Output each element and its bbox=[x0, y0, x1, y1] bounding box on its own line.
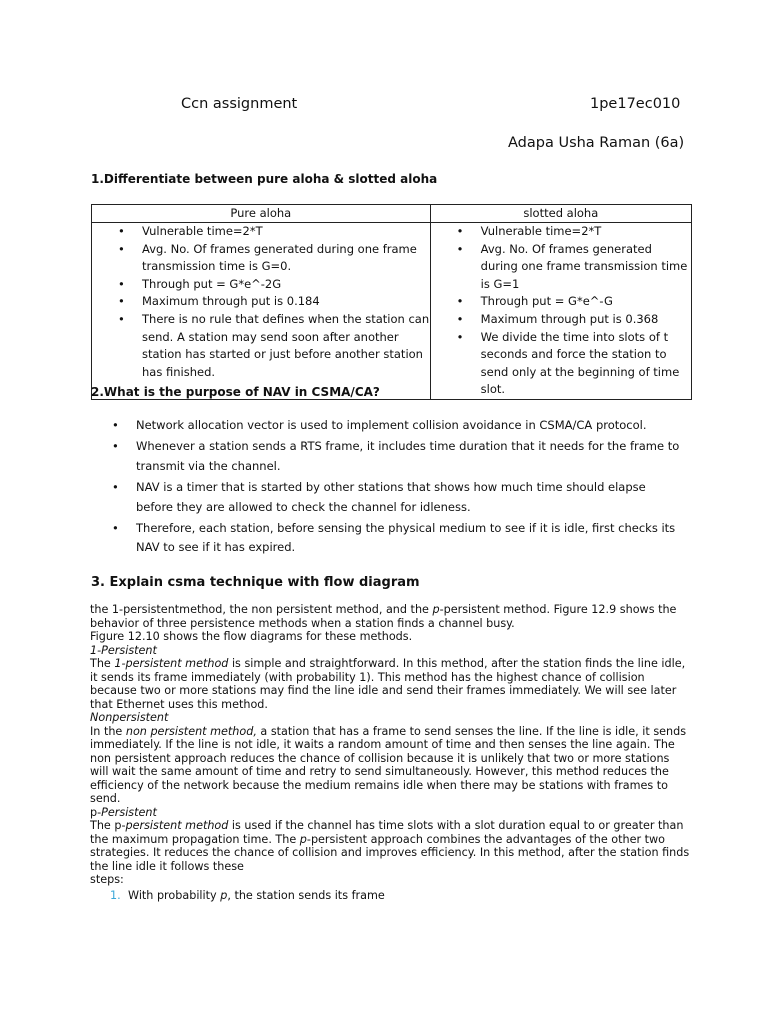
nav-purpose-list bbox=[112, 416, 682, 560]
question-1-heading: 1.Differentiate between pure aloha & slotted aloha bbox=[91, 172, 438, 186]
ppersistent-title bbox=[90, 806, 690, 820]
list-item: • Avg. No. Of frames generated during one frame transmission time is G=1 bbox=[481, 241, 691, 294]
list-item: • NAV is a timer that is started by other stations that shows how much time should elapse before they are allowed to check the channel for idleness. bbox=[112, 478, 682, 517]
text-span: p bbox=[220, 888, 228, 902]
list-item: • Vulnerable time=2*T bbox=[481, 223, 691, 241]
text-span: is simple and straightforward. In this method, after the station finds the line idle, it sends its frame immediately (with probability 1). This method has the highest chance of collision because two or more stations may find the line idle and send their frames immediately. We will see later that Ethernet uses this method. bbox=[90, 657, 686, 711]
text-span: a station that has a frame to send senses the line. If the line is idle, it sends immediately. If the line is not idle, it waits a random amount of time and then senses the line again. The non persistent approach reduces the chance of collision because it is unlikely that two or more stations will wait the same amount of time and retry to send simultaneously. However, this method reduces the efficiency of the network because the medium remains idle when there may be stations with frames to send. bbox=[90, 724, 687, 805]
text-span: In the bbox=[90, 724, 126, 738]
step-number: 1. bbox=[110, 888, 121, 902]
csma-explanation bbox=[90, 603, 690, 902]
assignment-title: Ccn assignment bbox=[181, 96, 298, 112]
text-span: p bbox=[432, 603, 440, 616]
list-item: • There is no rule that defines when the station can send. A station may send soon after another station has started or just before another station has finished. bbox=[142, 311, 430, 381]
nonpersistent-title: Nonpersistent bbox=[90, 711, 169, 724]
table-header-row bbox=[92, 205, 692, 223]
nonpersistent-paragraph bbox=[90, 725, 690, 806]
ppersistent-paragraph bbox=[90, 819, 690, 873]
text-span: 1-persistent method bbox=[114, 657, 229, 670]
list-item: • Maximum through put is 0.184 bbox=[142, 293, 430, 311]
slotted-aloha-list bbox=[431, 223, 691, 399]
text-span: persistent method bbox=[125, 819, 229, 832]
text-span: -persistent approach combines the advantages of the other two strategies. It reduces the chance of collision and improves efficiency. In this method, after the station finds the line idle it follows these bbox=[90, 832, 690, 873]
text-span: p bbox=[299, 832, 307, 846]
text-span: the 1-persistentmethod, the non persistent method, and the bbox=[90, 603, 433, 616]
table-row bbox=[92, 223, 692, 400]
text-span: Persistent bbox=[101, 805, 157, 819]
slotted-aloha-header: slotted aloha bbox=[430, 205, 691, 223]
slotted-aloha-cell bbox=[430, 223, 691, 400]
list-item: • Vulnerable time=2*T bbox=[142, 223, 430, 241]
list-item: • Maximum through put is 0.368 bbox=[481, 311, 691, 329]
pure-aloha-cell bbox=[92, 223, 431, 400]
list-item: • Through put = G*e^-2G bbox=[142, 276, 430, 294]
roll-number: 1pe17ec010 bbox=[590, 96, 681, 112]
aloha-comparison-table bbox=[91, 204, 692, 400]
steps-label: steps: bbox=[90, 873, 124, 886]
question-3-heading: 3. Explain csma technique with flow diagram bbox=[91, 575, 420, 590]
list-item: • Therefore, each station, before sensing the physical medium to see if it is idle, first checks its NAV to see if it has expired. bbox=[112, 519, 682, 558]
list-item: • Network allocation vector is used to implement collision avoidance in CSMA/CA protocol. bbox=[112, 416, 682, 435]
list-item: • Whenever a station sends a RTS frame, it includes time duration that it needs for the frame to transmit via the channel. bbox=[112, 437, 682, 476]
intro-paragraph-2: Figure 12.10 shows the flow diagrams for these methods. bbox=[90, 630, 413, 643]
pure-aloha-list bbox=[92, 223, 430, 381]
text-span: is used if the channel has time slots with a slot duration equal to or greater than the maximum propagation time. The bbox=[90, 819, 684, 846]
pure-aloha-header: Pure aloha bbox=[92, 205, 431, 223]
list-item: • Through put = G*e^-G bbox=[481, 293, 691, 311]
text-span: , the station sends its frame bbox=[227, 888, 385, 902]
list-item: • Avg. No. Of frames generated during one frame transmission time is G=0. bbox=[142, 241, 430, 276]
persistent1-paragraph bbox=[90, 657, 690, 711]
text-span: -persistent method. Figure 12.9 shows the behavior of three persistence methods when a station finds a channel busy. bbox=[90, 603, 677, 630]
step-1 bbox=[90, 889, 690, 903]
text-span: p- bbox=[90, 805, 102, 819]
question-2-heading: 2.What is the purpose of NAV in CSMA/CA? bbox=[91, 385, 380, 399]
text-span: The bbox=[90, 657, 115, 670]
intro-paragraph bbox=[90, 603, 690, 630]
list-item: • We divide the time into slots of t seconds and force the station to send only at the beginning of time slot. bbox=[481, 329, 691, 399]
text-span: non persistent method, bbox=[125, 724, 257, 738]
student-name: Adapa Usha Raman (6a) bbox=[508, 135, 685, 151]
persistent1-title: 1-Persistent bbox=[90, 643, 157, 657]
text-span: The p- bbox=[90, 819, 126, 832]
text-span: With probability bbox=[128, 888, 221, 902]
